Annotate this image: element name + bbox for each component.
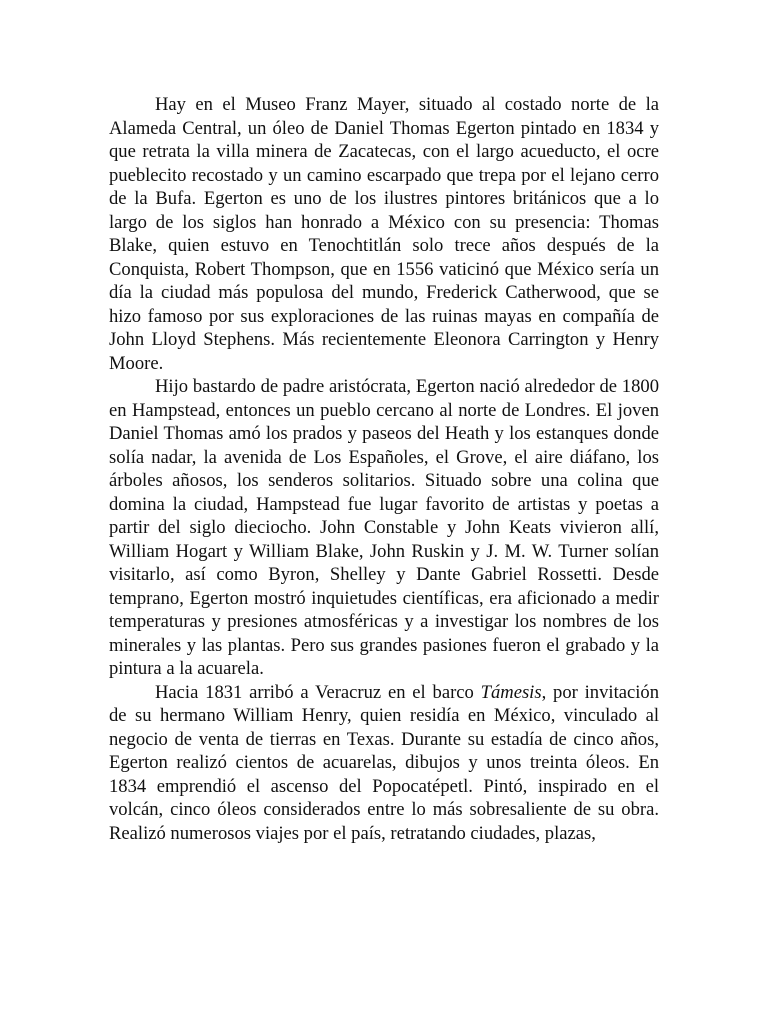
paragraph-3-start: Hacia 1831 arribó a Veracruz en el barco [155,681,481,703]
paragraph-1: Hay en el Museo Franz Mayer, situado al costado norte de la Alameda Central, un óleo de Daniel Thomas Egerton pintado en 1834 y que retrata la villa minera de Zacatecas, con el largo acueducto, el ocre pueblecito recostado y un camino escarpado que trepa por el lejano cerro de la Bufa. Egerton es uno de los ilustres pintores británicos que a lo largo de los siglos han honrado a México con su presencia: Thomas Blake, quien estuvo en Tenochtitlán solo trece años después de la Conquista, Robert Thompson, que en 1556 vaticinó que México sería un día la ciudad más populosa del mundo, Frederick Catherwood, que se hizo famoso por sus exploraciones de las ruinas mayas en compañía de John Lloyd Stephens. Más recientemente Eleonora Carrington y Henry Moore. [109,94,659,374]
document-body [109,93,659,845]
paragraph-2: Hijo bastardo de padre aristócrata, Egerton nació alrededor de 1800 en Hampstead, entonces un pueblo cercano al norte de Londres. El joven Daniel Thomas amó los prados y paseos del Heath y los estanques donde solía nadar, la avenida de Los Españoles, el Grove, el aire diáfano, los árboles añosos, los senderos solitarios. Situado sobre una colina que domina la ciudad, Hampstead fue lugar favorito de artistas y poetas a partir del siglo dieciocho. John Constable y John Keats vivieron allí, William Hogart y William Blake, John Ruskin y J. M. W. Turner solían visitarlo, así como Byron, Shelley y Dante Gabriel Rossetti. Desde temprano, Egerton mostró inquietudes científicas, era aficionado a medir temperaturas y presiones atmosféricas y a investigar los nombres de los minerales y las plantas. Pero sus grandes pasiones fueron el grabado y la pintura a la acuarela. [109,376,659,679]
paragraph-3 [109,681,659,846]
ship-name-italic: Támesis [480,681,542,703]
paragraph-3-end: , por invitación de su hermano William Henry, quien residía en México, vinculado al negocio de venta de tierras en Texas. Durante su estadía de cinco años, Egerton realizó cientos de acuarelas, dibujos y unos treinta óleos. En 1834 emprendió el ascenso del Popocatépetl. Pintó, inspirado en el volcán, cinco óleos considerados entre lo más sobresaliente de su obra. Realizó numerosos viajes por el país, retratando ciudades, plazas, [109,681,659,844]
